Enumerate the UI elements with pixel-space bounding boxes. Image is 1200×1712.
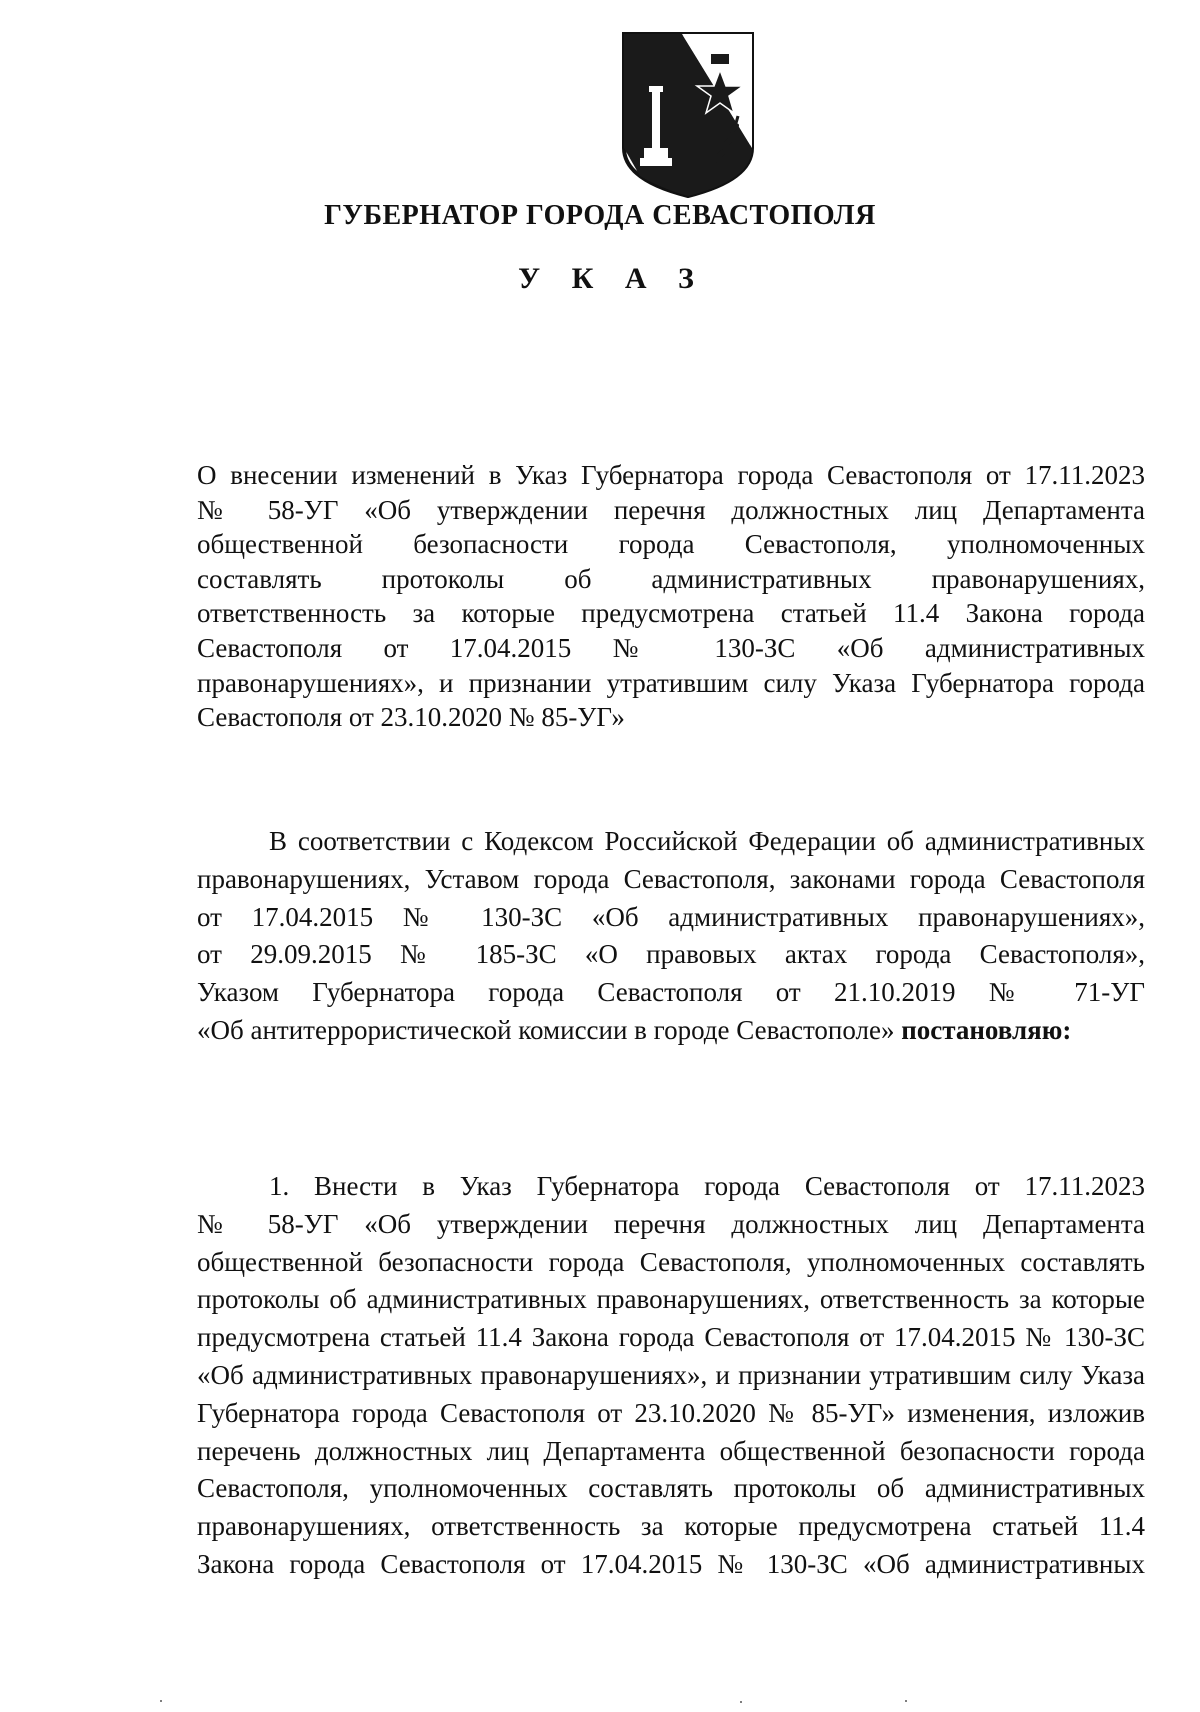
preamble-line: от 17.04.2015 № 130-ЗС «Об административных правонарушениях», [197,901,1145,932]
issuing-authority: ГУБЕРНАТОР ГОРОДА СЕВАСТОПОЛЯ [324,200,876,231]
title-line: Севастополя от 23.10.2020 № 85-УГ» [197,702,625,733]
coat-of-arms-emblem [620,30,756,200]
document-type: У К А З [518,262,706,295]
paragraph-line: 1. Внести в Указ Губернатора города Севастополя от 17.11.2023 [269,1171,1145,1201]
paragraph-line: Губернатора города Севастополя от 23.10.2020 № 85-УГ» изменения, изложив [197,1397,1145,1428]
paragraph-1 [197,1168,1145,1584]
preamble-line: Указом Губернатора города Севастополя от 21.10.2019 № 71-УГ [197,977,1145,1008]
scan-artifact [905,1700,907,1702]
title-line: ответственность за которые предусмотрена статьей 11.4 Закона города [197,598,1145,629]
paragraph-line: Закона города Севастополя от 17.04.2015 № 130-ЗС «Об административных [197,1548,1145,1579]
scan-artifact [160,1700,162,1702]
paragraph-line: «Об административных правонарушениях», и признании утратившим силу Указа [197,1359,1145,1390]
preamble-line: правонарушениях, Уставом города Севастополя, законами города Севастополя [197,863,1145,894]
preamble-line: от 29.09.2015 № 185-ЗС «О правовых актах города Севастополя», [197,939,1145,970]
title-line: О внесении изменений в Указ Губернатора города Севастополя от 17.11.2023 [197,460,1145,490]
preamble-last-line-text: «Об антитеррористической комиссии в городе Севастополе» [197,1014,895,1045]
preamble-last-line [197,1012,1145,1050]
paragraph-line: перечень должностных лиц Департамента общественной безопасности города [197,1435,1145,1466]
paragraph-line: протоколы об административных правонарушениях, ответственность за которые [197,1284,1145,1315]
paragraph-line: № 58-УГ «Об утверждении перечня должностных лиц Департамента [197,1208,1145,1239]
title-line: № 58-УГ «Об утверждении перечня должностных лиц Департамента [197,494,1145,525]
preamble-paragraph [197,823,1145,1050]
title-line: составлять протоколы об административных правонарушениях, [197,563,1145,594]
paragraph-line: правонарушениях, ответственность за которые предусмотрена статьей 11.4 [197,1511,1145,1542]
title-line: общественной безопасности города Севастополя, уполномоченных [197,529,1145,560]
paragraph-line: Севастополя, уполномоченных составлять протоколы об административных [197,1473,1145,1504]
title-line: Севастополя от 17.04.2015 № 130-ЗС «Об административных [197,632,1145,663]
scan-artifact [740,1701,742,1703]
preamble-line: В соответствии с Кодексом Российской Федерации об административных [269,826,1145,856]
paragraph-line: предусмотрена статьей 11.4 Закона города Севастополя от 17.04.2015 № 130-ЗС [197,1322,1145,1353]
decree-title [197,458,1145,735]
resolution-word: постановляю: [901,1014,1072,1045]
paragraph-line: общественной безопасности города Севастополя, уполномоченных составлять [197,1246,1145,1277]
title-line: правонарушениях», и признании утратившим силу Указа Губернатора города [197,667,1145,698]
